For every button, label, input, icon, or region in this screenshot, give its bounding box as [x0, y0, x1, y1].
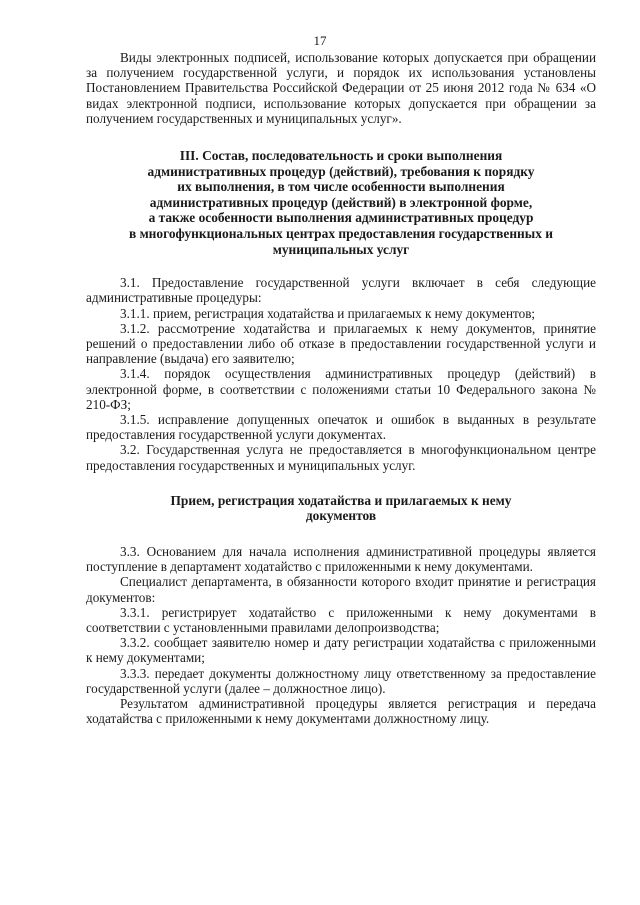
- paragraph-3-1-2: 3.1.2. рассмотрение ходатайства и прилагаемых к нему документов, принятие решений о предоставлении либо об отказе в предоставлении государственной услуги и направление (выдача) его заявителю;: [86, 320, 596, 367]
- section-heading-line: административных процедур (действий), требования к порядку: [147, 163, 535, 179]
- document-body: [86, 50, 596, 726]
- paragraph-3-3-3: 3.3.3. передает документы должностному лицу ответственному за предоставление государственной услуги (далее – должностное лицо).: [86, 665, 596, 696]
- paragraph-3-3-1: 3.3.1. регистрирует ходатайство с приложенными к нему документами в соответствии с установленными правилами делопроизводства;: [86, 604, 596, 636]
- paragraph-3-3-2: 3.3.2. сообщает заявителю номер и дату регистрации ходатайства с приложенными к нему документами;: [86, 635, 596, 666]
- paragraph-3-1-5: 3.1.5. исправление допущенных опечаток и ошибок в выданных в результате предоставления государственной услуги документах.: [86, 412, 596, 443]
- section-heading-line: а также особенности выполнения административных процедур: [148, 210, 534, 226]
- paragraph-3-1-4: 3.1.4. порядок осуществления административных процедур (действий) в электронной форме, в соответствии с положениями статьи 10 Федерального закона № 210-ФЗ;: [86, 366, 596, 412]
- section-heading-line: их выполнения, в том числе особенности выполнения: [177, 179, 505, 195]
- subsection-heading: [86, 493, 596, 524]
- paragraph-3-2: 3.2. Государственная услуга не предоставляется в многофункциональном центре предоставления государственных и муниципальных услуг.: [86, 442, 596, 473]
- section-3-heading: [86, 148, 596, 257]
- paragraph-3-1-1: 3.1.1. прием, регистрация ходатайства и прилагаемых к нему документов;: [120, 305, 536, 321]
- section-heading-line: административных процедур (действий) в электронной форме,: [149, 194, 533, 210]
- subsection-heading-line: документов: [305, 508, 377, 524]
- section-heading-line: III. Состав, последовательность и сроки выполнения: [179, 148, 503, 164]
- paragraph-result: Результатом административной процедуры является регистрация и передача ходатайства с приложенными к нему документами должностному лицу.: [86, 696, 596, 727]
- subsection-heading-line: Прием, регистрация ходатайства и прилагаемых к нему: [170, 492, 512, 508]
- paragraph-specialist: Специалист департамента, в обязанности которого входит принятие и регистрация документов:: [86, 574, 596, 605]
- section-heading-line: в многофункциональных центрах предоставления государственных и: [128, 225, 553, 241]
- paragraph-3-3: 3.3. Основанием для начала исполнения административной процедуры является поступление в департамент ходатайство с приложенными к нему документами.: [86, 544, 596, 575]
- paragraph-3-1: 3.1. Предоставление государственной услуги включает в себя следующие административные процедуры:: [86, 275, 596, 306]
- intro-paragraph: Виды электронных подписей, использование которых допускается при обращении за получением государственной услуги, и порядок их использования установлены Постановлением Правительства Российской Федерации от 25 июня 2012 года № 634 «О видах электронной подписи, использование которых допускается при обращении за получением государственных и муниципальных услуг».: [86, 50, 596, 126]
- page-number: 17: [313, 33, 327, 48]
- section-heading-line: муниципальных услуг: [272, 241, 410, 257]
